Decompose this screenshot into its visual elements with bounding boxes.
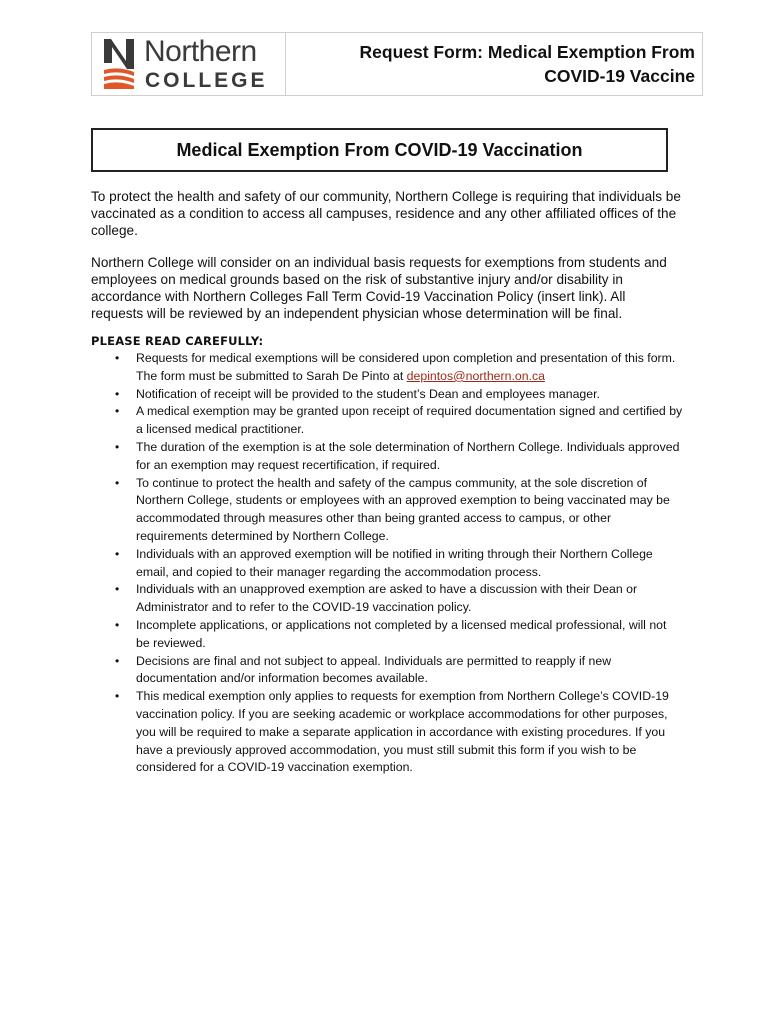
bullet-icon: •: [115, 653, 120, 668]
bullet-icon: •: [115, 475, 120, 490]
document-header: [91, 32, 703, 96]
policy-paragraph: Northern College will consider on an individual basis requests for exemptions from students and employees on medical grounds based on the risk of substantive injury and/or disability in accordance with Northern Colleges Fall Term Covid-19 Vaccination Policy (insert link). All requests will be reviewed by an independent physician whose determination will be final.: [91, 255, 667, 321]
bullet-icon: •: [115, 546, 120, 561]
list-item: [91, 653, 683, 689]
list-item-text: This medical exemption only applies to requests for exemption from Northern College’s COVID-19 vaccination policy. If you are seeking academic or workplace accommodations for other purposes, you will be required to make a separate application in accordance with existing procedures. If you have a previously approved accommodation, you must still submit this form if you wish to be considered for a COVID-19 vaccination exemption.: [136, 689, 669, 775]
list-item: [91, 546, 683, 582]
bullet-icon: •: [115, 689, 120, 704]
bullet-icon: •: [115, 582, 120, 597]
list-item-text: Requests for medical exemptions will be considered upon completion and presentation of this form. The form must be submitted to Sarah De Pinto at: [136, 351, 676, 383]
list-item: [91, 439, 683, 475]
list-item-text: Decisions are final and not subject to appeal. Individuals are permitted to reapply if new documentation and/or information becomes available.: [136, 653, 612, 686]
logo-mark-icon: [104, 39, 134, 89]
list-item-text: Notification of receipt will be provided to the student’s Dean and employees manager.: [136, 386, 600, 401]
list-item-text: Individuals with an unapproved exemption are asked to have a discussion with their Dean or Administrator and to refer to the COVID-19 vaccination policy.: [136, 582, 638, 615]
instructions-list: [91, 350, 683, 777]
main-title-box: [91, 128, 668, 172]
list-item-text: Individuals with an approved exemption will be notified in writing through their Northern College email, and copied to their manager regarding the accommodation process.: [136, 546, 653, 579]
list-item-text: To continue to protect the health and safety of the campus community, at the sole discretion of Northern College, students or employees with an approved exemption to being vaccinated may be accommodated through measures other than being granted access to campus, or other requirements determined by Northern College.: [136, 475, 670, 543]
bullet-icon: •: [115, 617, 120, 632]
read-carefully-heading: PLEASE READ CAREFULLY:: [91, 334, 264, 348]
email-link[interactable]: depintos@northern.on.ca: [406, 368, 545, 383]
list-item: [91, 688, 683, 777]
list-item: [91, 386, 683, 404]
logo-wordmark-northern: Northern: [144, 35, 257, 68]
list-item-text: A medical exemption may be granted upon receipt of required documentation signed and certified by a licensed medical practitioner.: [136, 404, 683, 437]
main-title: Medical Exemption From COVID-19 Vaccination: [176, 139, 583, 160]
form-header-title: [315, 40, 695, 88]
list-item: [91, 581, 683, 617]
bullet-icon: •: [115, 386, 120, 401]
list-item: [91, 403, 683, 439]
form-header-title-line1: Request Form: Medical Exemption From: [359, 42, 695, 62]
bullet-icon: •: [115, 439, 120, 454]
list-item: [91, 475, 683, 546]
list-item: [91, 617, 683, 653]
northern-college-logo: [92, 33, 286, 95]
list-item-text: Incomplete applications, or applications not completed by a licensed medical professional, will not be reviewed.: [136, 617, 667, 650]
logo-wordmark-college: COLLEGE: [145, 69, 268, 92]
form-header-title-line2: COVID-19 Vaccine: [544, 66, 695, 86]
bullet-icon: •: [115, 351, 120, 365]
list-item: [91, 350, 683, 386]
intro-paragraph: To protect the health and safety of our community, Northern College is requiring that individuals be vaccinated as a condition to access all campuses, residence and any other affiliated offices of the college.: [91, 189, 681, 238]
list-item-text: The duration of the exemption is at the sole determination of Northern College. Individuals approved for an exemption may request recertification, if required.: [136, 439, 680, 472]
bullet-icon: •: [115, 404, 120, 419]
